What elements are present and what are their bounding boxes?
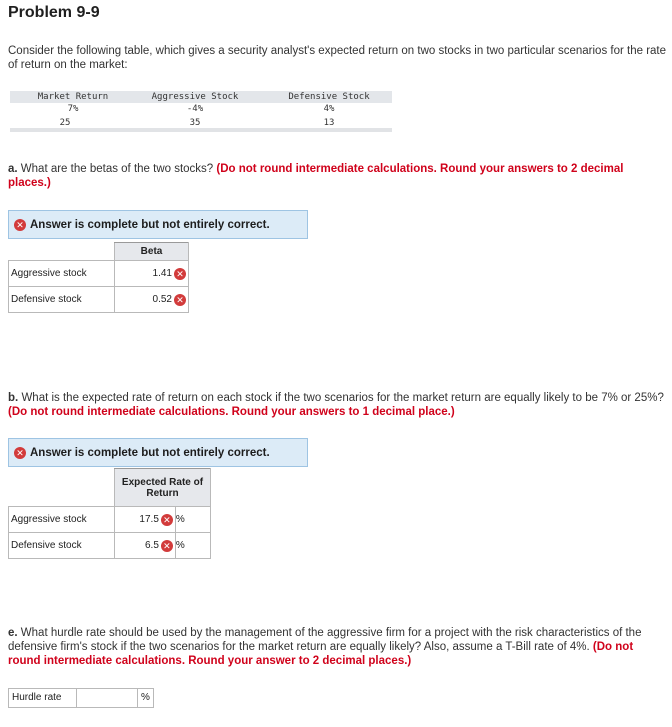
x-circle-icon: ✕ xyxy=(174,294,186,306)
empty-header-cell xyxy=(9,243,115,261)
question-b-instruction: (Do not round intermediate calculations. Round your answers to 1 decimal place.) xyxy=(8,406,455,418)
question-a-instruction: (Do not round intermediate calculations. Round your answers to 2 decimal places.) xyxy=(8,163,624,189)
x-circle-icon: ✕ xyxy=(161,514,173,526)
empty-header-cell xyxy=(9,469,115,507)
question-e-text: What hurdle rate should be used by the management of the aggressive firm for a project with the risk characteristics of the defensive firm's stock if the two scenarios for the market return are equally likely? Also, assume a T-Bill rate of 4%. xyxy=(8,627,642,653)
table-row xyxy=(9,533,211,559)
cell: 4% xyxy=(323,104,335,114)
expected-return-aggressive-input[interactable] xyxy=(115,507,176,533)
table-row xyxy=(9,287,189,313)
beta-table xyxy=(8,242,189,313)
expected-return-aggressive-value: 17.5 xyxy=(139,514,159,525)
question-e-instruction: (Do not round intermediate calculations. Round your answer to 2 decimal places.) xyxy=(8,641,634,667)
question-e-label: e. xyxy=(8,627,18,639)
x-circle-icon: ✕ xyxy=(14,447,26,459)
question-a-text: What are the betas of the two stocks? xyxy=(20,163,214,175)
header-aggressive-stock: Aggressive Stock xyxy=(151,92,239,102)
question-e xyxy=(8,626,668,668)
beta-column-header: Beta xyxy=(115,243,189,261)
hurdle-rate-input[interactable] xyxy=(77,688,138,708)
percent-unit: % xyxy=(138,688,154,708)
table-row xyxy=(9,261,189,287)
beta-defensive-value: 0.52 xyxy=(152,294,172,305)
cell: -4% xyxy=(186,104,204,114)
expected-return-defensive-value: 6.5 xyxy=(144,540,159,551)
cell: 13 xyxy=(323,118,335,128)
expected-return-table xyxy=(8,468,211,559)
question-b-text: What is the expected rate of return on each stock if the two scenarios for the market return are equally likely to be 7% or 25%? xyxy=(21,392,664,404)
row-label: Defensive stock xyxy=(9,533,115,559)
cell: 35 xyxy=(189,118,201,128)
x-circle-icon: ✕ xyxy=(161,540,173,552)
cell: 7% xyxy=(67,104,79,114)
question-b xyxy=(8,391,668,419)
beta-aggressive-input[interactable] xyxy=(115,261,189,287)
answer-status-banner-a xyxy=(8,210,308,239)
table-divider xyxy=(10,128,392,132)
row-label: Aggressive stock xyxy=(9,261,115,287)
expected-return-column-header: Expected Rate of Return xyxy=(115,469,211,507)
intro-text: Consider the following table, which gives a security analyst's expected return on two stocks in two particular scenarios for the rate of return on the market: xyxy=(8,45,667,71)
banner-text: Answer is complete but not entirely correct. xyxy=(30,446,270,459)
header-market-return: Market Return xyxy=(37,92,109,102)
x-circle-icon: ✕ xyxy=(174,268,186,280)
hurdle-rate-label: Hurdle rate xyxy=(8,688,77,708)
percent-unit: % xyxy=(175,507,210,533)
percent-unit: % xyxy=(175,533,210,559)
x-circle-icon: ✕ xyxy=(14,219,26,231)
question-b-label: b. xyxy=(8,392,19,404)
scenario-table xyxy=(10,89,392,141)
answer-status-banner-b xyxy=(8,438,308,467)
table-row xyxy=(9,507,211,533)
header-defensive-stock: Defensive Stock xyxy=(288,92,370,102)
question-a xyxy=(8,162,668,190)
beta-aggressive-value: 1.41 xyxy=(152,268,172,279)
row-label: Defensive stock xyxy=(9,287,115,313)
beta-defensive-input[interactable] xyxy=(115,287,189,313)
cell: 25 xyxy=(59,118,71,128)
banner-text: Answer is complete but not entirely correct. xyxy=(30,218,270,231)
page-title: Problem 9-9 xyxy=(8,4,100,21)
question-a-label: a. xyxy=(8,163,18,175)
row-label: Aggressive stock xyxy=(9,507,115,533)
expected-return-defensive-input[interactable] xyxy=(115,533,176,559)
